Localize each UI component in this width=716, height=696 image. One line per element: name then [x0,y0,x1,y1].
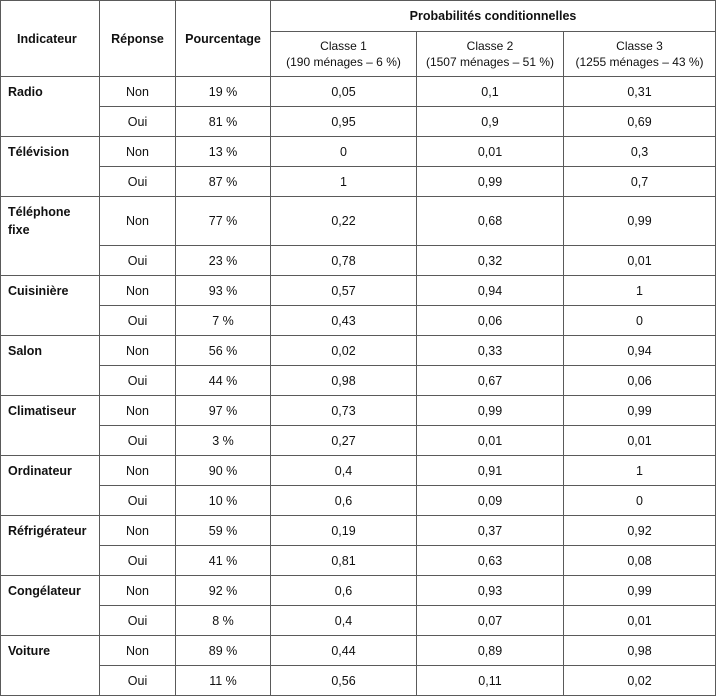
classe-2-cell: 0,68 [417,197,564,246]
percent-cell: 89 % [176,636,271,666]
classe-3-detail: (1255 ménages – 43 %) [575,55,704,69]
table-row [1,336,716,366]
indicator-cell: Cuisinière [1,276,100,336]
percent-cell: 7 % [176,306,271,336]
classe-3-cell: 0,06 [564,366,716,396]
classe-3-cell: 0,99 [564,396,716,426]
classe-2-cell: 0,06 [417,306,564,336]
table-row [1,426,716,456]
classe-1-cell: 0,27 [271,426,417,456]
classe-3-cell: 1 [564,276,716,306]
classe-1-cell: 0,44 [271,636,417,666]
classe-2-cell: 0,33 [417,336,564,366]
table-row [1,456,716,486]
classe-3-name: Classe 3 [616,39,663,53]
response-cell: Non [100,396,176,426]
response-cell: Oui [100,306,176,336]
table-row [1,306,716,336]
classe-1-cell: 0,22 [271,197,417,246]
table-row [1,396,716,426]
classe-3-cell: 0,94 [564,336,716,366]
response-cell: Non [100,516,176,546]
classe-3-cell: 0 [564,486,716,516]
classe-2-cell: 0,67 [417,366,564,396]
classe-3-cell: 0,99 [564,197,716,246]
indicator-cell: Téléphone fixe [1,197,100,276]
table-row [1,246,716,276]
percent-cell: 41 % [176,546,271,576]
percent-cell: 59 % [176,516,271,546]
classe-1-cell: 0,73 [271,396,417,426]
classe-2-name: Classe 2 [466,39,514,53]
indicator-cell: Climatiseur [1,396,100,456]
response-cell: Non [100,456,176,486]
classe-1-detail: (190 ménages – 6 %) [286,55,401,69]
percent-cell: 81 % [176,107,271,137]
classe-2-cell: 0,91 [417,456,564,486]
classe-1-cell: 1 [271,167,417,197]
classe-2-cell: 0,63 [417,546,564,576]
table-row [1,546,716,576]
classe-1-cell: 0,4 [271,606,417,636]
response-cell: Oui [100,167,176,197]
classe-1-cell: 0,81 [271,546,417,576]
indicator-cell: Voiture [1,636,100,696]
classe-2-cell: 0,09 [417,486,564,516]
table-body [1,77,716,696]
classe-3-cell: 0,08 [564,546,716,576]
response-cell: Oui [100,606,176,636]
classe-1-cell: 0,78 [271,246,417,276]
classe-2-cell: 0,89 [417,636,564,666]
header-indicateur: Indicateur [1,1,100,77]
classe-1-name: Classe 1 [320,39,367,53]
percent-cell: 19 % [176,77,271,107]
indicator-cell: Réfrigérateur [1,516,100,576]
classe-1-cell: 0,43 [271,306,417,336]
table-row [1,197,716,246]
percent-cell: 56 % [176,336,271,366]
classe-2-cell: 0,93 [417,576,564,606]
classe-3-cell: 0,01 [564,246,716,276]
response-cell: Non [100,276,176,306]
classe-2-cell: 0,99 [417,396,564,426]
percent-cell: 3 % [176,426,271,456]
percent-cell: 23 % [176,246,271,276]
classe-2-cell: 0,07 [417,606,564,636]
percent-cell: 87 % [176,167,271,197]
response-cell: Oui [100,107,176,137]
percent-cell: 44 % [176,366,271,396]
classe-2-cell: 0,32 [417,246,564,276]
table-row [1,77,716,107]
classe-1-cell: 0,56 [271,666,417,696]
indicator-cell: Congélateur [1,576,100,636]
percent-cell: 92 % [176,576,271,606]
percent-cell: 10 % [176,486,271,516]
classe-1-cell: 0,4 [271,456,417,486]
classe-3-cell: 0,7 [564,167,716,197]
classe-3-cell: 0,31 [564,77,716,107]
classe-3-cell: 0,69 [564,107,716,137]
percent-cell: 13 % [176,137,271,167]
classe-2-cell: 0,01 [417,137,564,167]
classe-1-cell: 0,95 [271,107,417,137]
response-cell: Oui [100,366,176,396]
response-cell: Non [100,336,176,366]
classe-3-cell: 0,99 [564,576,716,606]
classe-3-cell: 0,02 [564,666,716,696]
indicator-cell: Ordinateur [1,456,100,516]
classe-2-cell: 0,1 [417,77,564,107]
table-row [1,107,716,137]
header-classe-3 [564,32,716,77]
classe-2-cell: 0,11 [417,666,564,696]
classe-2-cell: 0,99 [417,167,564,197]
header-row [1,1,716,32]
header-probabilites: Probabilités conditionnelles [271,1,716,32]
classe-3-cell: 1 [564,456,716,486]
response-cell: Oui [100,426,176,456]
indicator-cell: Télévision [1,137,100,197]
classe-2-cell: 0,94 [417,276,564,306]
classe-1-cell: 0,02 [271,336,417,366]
classe-1-cell: 0,6 [271,576,417,606]
response-cell: Non [100,576,176,606]
response-cell: Oui [100,666,176,696]
classe-3-cell: 0,92 [564,516,716,546]
response-cell: Non [100,636,176,666]
classe-2-cell: 0,37 [417,516,564,546]
classe-3-cell: 0,98 [564,636,716,666]
response-cell: Oui [100,486,176,516]
classe-3-cell: 0,01 [564,426,716,456]
classe-3-cell: 0 [564,306,716,336]
classe-2-cell: 0,01 [417,426,564,456]
percent-cell: 8 % [176,606,271,636]
classe-1-cell: 0,05 [271,77,417,107]
classe-1-cell: 0,57 [271,276,417,306]
table-row [1,576,716,606]
percent-cell: 93 % [176,276,271,306]
indicator-cell: Radio [1,77,100,137]
indicator-cell: Salon [1,336,100,396]
table-row [1,167,716,197]
header-pourcentage: Pourcentage [176,1,271,77]
table-row [1,486,716,516]
table-row [1,666,716,696]
header-classe-2 [417,32,564,77]
header-reponse: Réponse [100,1,176,77]
header-classe-1 [271,32,417,77]
classe-1-cell: 0,19 [271,516,417,546]
response-cell: Oui [100,546,176,576]
classe-1-cell: 0,98 [271,366,417,396]
classe-2-cell: 0,9 [417,107,564,137]
response-cell: Non [100,137,176,167]
classe-1-cell: 0 [271,137,417,167]
classe-3-cell: 0,3 [564,137,716,167]
percent-cell: 77 % [176,197,271,246]
table-row [1,606,716,636]
table-row [1,516,716,546]
percent-cell: 11 % [176,666,271,696]
table-row [1,276,716,306]
percent-cell: 90 % [176,456,271,486]
classe-3-cell: 0,01 [564,606,716,636]
response-cell: Oui [100,246,176,276]
classe-2-detail: (1507 ménages – 51 %) [425,55,555,69]
table-row [1,366,716,396]
classe-1-cell: 0,6 [271,486,417,516]
table-row [1,636,716,666]
percent-cell: 97 % [176,396,271,426]
response-cell: Non [100,77,176,107]
response-cell: Non [100,197,176,246]
table-row [1,137,716,167]
